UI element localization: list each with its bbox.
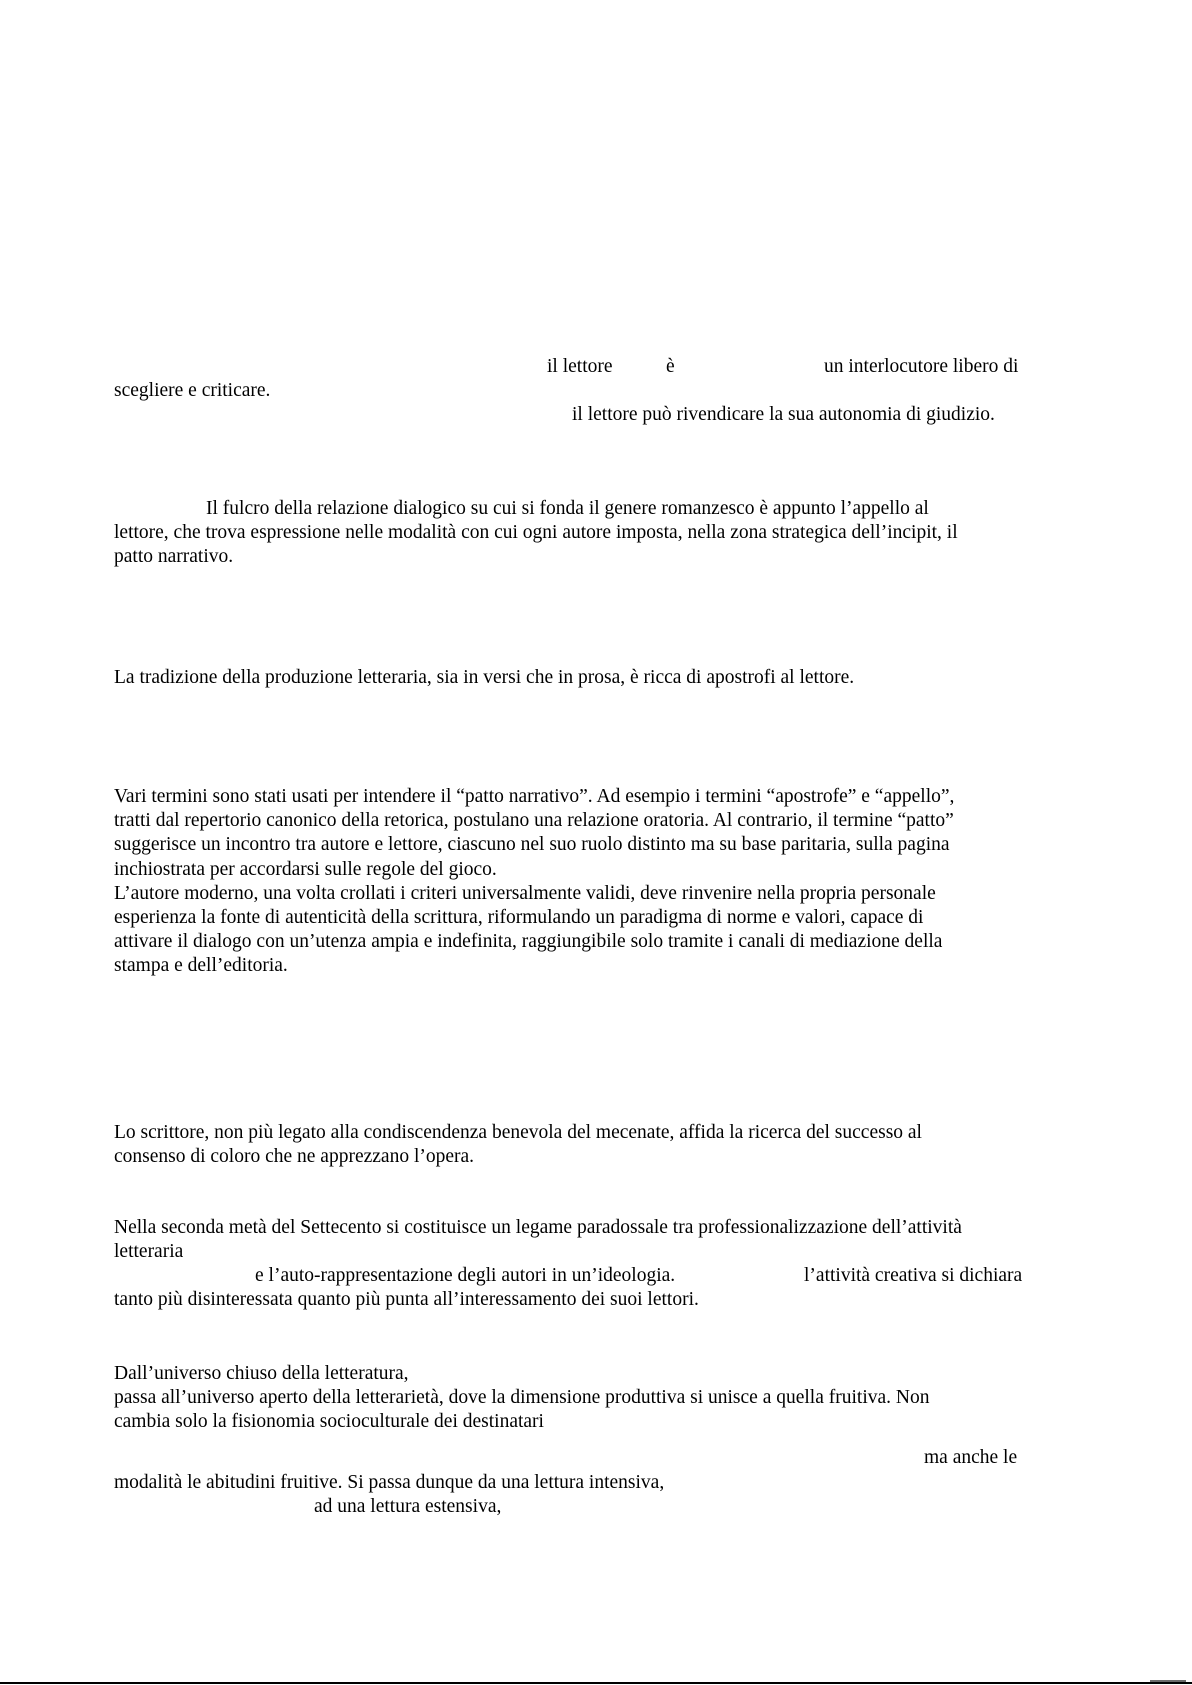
paragraph-line: suggerisce un incontro tra autore e lettore, ciascuno nel suo ruolo distinto ma su base paritaria, sulla pagina: [114, 834, 950, 856]
text-line: modalità le abitudini fruitive. Si passa dunque da una lettura intensiva,: [114, 1472, 665, 1493]
paragraph-tradizione: [114, 666, 854, 690]
text-fragment: ad una lettura estensiva,: [314, 1496, 502, 1517]
text-line: tanto più disinteressata quanto più punta all’interessamento dei suoi lettori.: [114, 1289, 699, 1310]
text-line: Nella seconda metà del Settecento si costituisce un legame paradossale tra professionalizzazione dell’attività: [114, 1217, 962, 1238]
paragraph-line: La tradizione della produzione letteraria, sia in versi che in prosa, è ricca di apostrofi al lettore.: [114, 667, 855, 688]
text-fragment: l’attività creativa si dichiara: [804, 1265, 1023, 1286]
paragraph-scrittore: [114, 1121, 922, 1169]
text-line: Dall’universo chiuso della letteratura,: [114, 1363, 409, 1384]
paragraph-line: lettore, che trova espressione nelle modalità con cui ogni autore imposta, nella zona strategica dell’incipit, il: [114, 522, 958, 544]
paragraph-line: stampa e dell’editoria.: [114, 955, 288, 977]
text-fragment: il lettore può rivendicare la sua autonomia di giudizio.: [572, 404, 995, 425]
text-fragment: è: [666, 356, 675, 377]
text-fragment: ma anche le: [924, 1447, 1018, 1468]
text-fragment: il lettore: [547, 356, 613, 377]
page-corner-mark: [1150, 1680, 1186, 1682]
paragraph-line: inchiostrata per accordarsi sulle regole del gioco.: [114, 858, 497, 880]
paragraph-line: Lo scrittore, non più legato alla condiscendenza benevola del mecenate, affida la ricerca del successo al: [114, 1122, 922, 1143]
page-bottom-rule: [0, 1682, 1192, 1684]
text-line: passa all’universo aperto della letterarietà, dove la dimensione produttiva si unisce a quella fruitiva. Non: [114, 1387, 930, 1408]
paragraph-patto-narrativo: [114, 497, 958, 570]
paragraph-line: L’autore moderno, una volta crollati i criteri universalmente validi, deve rinvenire nella propria personale: [114, 882, 936, 904]
paragraph-line: attivare il dialogo con un’utenza ampia e indefinita, raggiungibile solo tramite i canali di mediazione della: [114, 931, 943, 953]
text-fragment: scegliere e criticare.: [114, 380, 271, 401]
paragraph-line: Vari termini sono stati usati per intendere il “patto narrativo”. Ad esempio i termini “apostrofe” e “appello”,: [114, 786, 955, 807]
text-line: letteraria: [114, 1241, 184, 1262]
paragraph-line: tratti dal repertorio canonico della retorica, postulano una relazione oratoria. Al contrario, il termine “patto”: [114, 810, 954, 832]
paragraph-line: esperienza la fonte di autenticità della scrittura, riformulando un paradigma di norme e valori, capace di: [114, 907, 924, 929]
text-fragment: un interlocutore libero di: [824, 356, 1019, 377]
paragraph-line: Il fulcro della relazione dialogico su cui si fonda il genere romanzesco è appunto l’appello al: [206, 498, 929, 519]
paragraph-termini: [114, 785, 954, 979]
paragraph-line: patto narrativo.: [114, 546, 234, 568]
text-fragment: e l’auto-rappresentazione degli autori in un’ideologia.: [255, 1265, 676, 1286]
paragraph-line: consenso di coloro che ne apprezzano l’opera.: [114, 1146, 475, 1168]
text-line: cambia solo la fisionomia socioculturale dei destinatari: [114, 1411, 544, 1432]
